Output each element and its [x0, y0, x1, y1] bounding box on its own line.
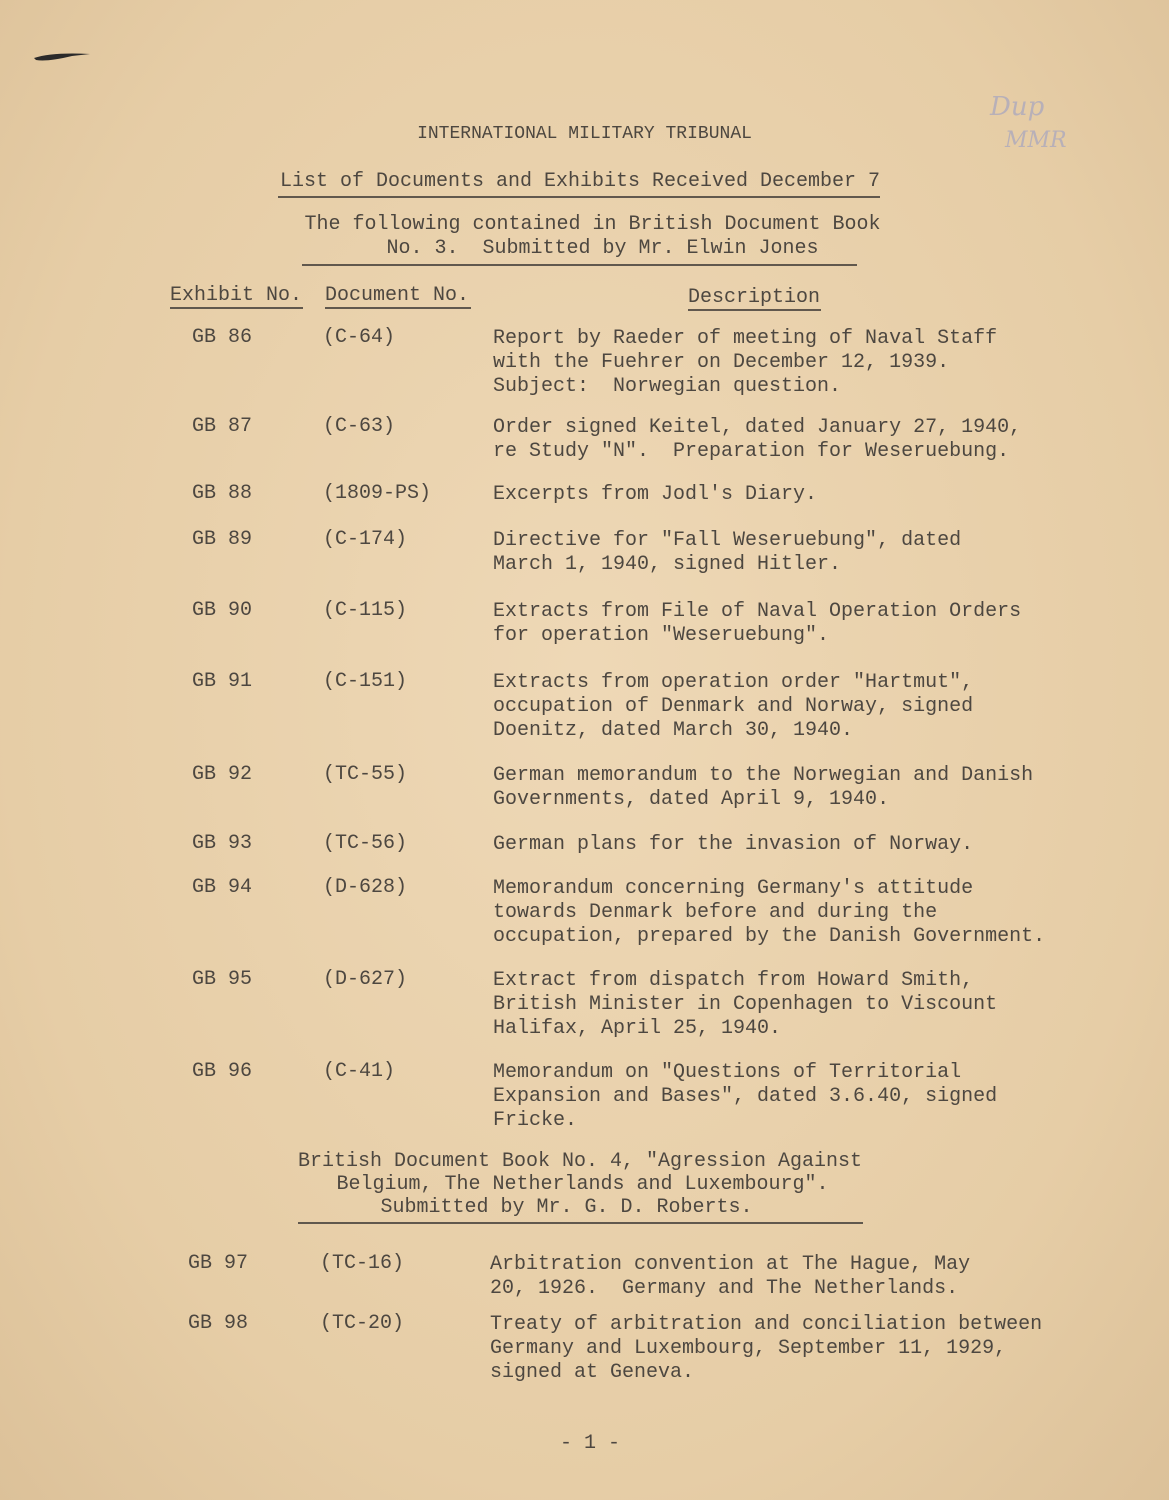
document-number: (D-627) [323, 968, 408, 991]
document-number: (C-63) [323, 415, 396, 438]
underline [170, 307, 303, 309]
document-number: (TC-55) [323, 763, 408, 786]
underline [325, 307, 471, 309]
description-line: Report by Raeder of meeting of Naval Staff [493, 327, 998, 350]
column-header-description: Description [688, 286, 821, 309]
description-line: Arbitration convention at The Hague, May [490, 1253, 971, 1276]
exhibit-number: GB 89 [192, 528, 253, 551]
description-line: Governments, dated April 9, 1940. [493, 788, 890, 811]
document-number: (C-115) [323, 599, 408, 622]
description-line: Excerpts from Jodl's Diary. [493, 483, 818, 506]
intro-line-2: No. 3. Submitted by Mr. Elwin Jones [386, 237, 819, 260]
document-number: (1809-PS) [323, 482, 432, 505]
description-line: Memorandum concerning Germany's attitude [493, 877, 974, 900]
exhibit-number: GB 98 [188, 1312, 249, 1335]
description-line: Extract from dispatch from Howard Smith, [493, 969, 974, 992]
document-number: (C-151) [323, 670, 408, 693]
description-line: with the Fuehrer on December 12, 1939. [493, 351, 950, 374]
description-line: Directive for "Fall Weseruebung", dated [493, 529, 962, 552]
description-line: Halifax, April 25, 1940. [493, 1017, 782, 1040]
exhibit-number: GB 96 [192, 1060, 253, 1083]
document-title: INTERNATIONAL MILITARY TRIBUNAL [417, 124, 752, 144]
document-number: (D-628) [323, 876, 408, 899]
handwritten-initials-1: Dup [990, 92, 1045, 122]
description-line: Expansion and Bases", dated 3.6.40, signed [493, 1085, 998, 1108]
page-number: - 1 - [559, 1432, 620, 1455]
document-number: (C-174) [323, 528, 408, 551]
column-header-exhibit: Exhibit No. [170, 284, 303, 307]
description-line: Germany and Luxembourg, September 11, 1929, [490, 1337, 1007, 1360]
intro-line-1: The following contained in British Document Book [304, 213, 881, 236]
description-line: occupation, prepared by the Danish Government. [493, 925, 1046, 948]
description-line: towards Denmark before and during the [493, 901, 938, 924]
intro-underline [302, 264, 857, 266]
exhibit-number: GB 93 [192, 832, 253, 855]
description-line: German memorandum to the Norwegian and Danish [493, 764, 1034, 787]
exhibit-number: GB 92 [192, 763, 253, 786]
description-line: German plans for the invasion of Norway. [493, 833, 974, 856]
subtitle-underline [278, 196, 880, 198]
column-header-document: Document No. [325, 284, 470, 307]
description-line: occupation of Denmark and Norway, signed [493, 695, 974, 718]
underline [688, 309, 821, 311]
exhibit-number: GB 94 [192, 876, 253, 899]
description-line: Extracts from operation order "Hartmut", [493, 671, 974, 694]
description-line: Treaty of arbitration and conciliation between [490, 1313, 1043, 1336]
description-line: British Minister in Copenhagen to Viscount [493, 993, 998, 1016]
exhibit-number: GB 95 [192, 968, 253, 991]
document-number: (C-41) [323, 1060, 396, 1083]
exhibit-number: GB 88 [192, 482, 253, 505]
exhibit-number: GB 90 [192, 599, 253, 622]
section2-line-3: Submitted by Mr. G. D. Roberts. [380, 1196, 753, 1219]
document-number: (C-64) [323, 326, 396, 349]
description-line: Subject: Norwegian question. [493, 375, 842, 398]
section2-line-2: Belgium, The Netherlands and Luxembourg". [336, 1173, 829, 1196]
description-line: re Study "N". Preparation for Weseruebung. [493, 440, 1010, 463]
description-line: 20, 1926. Germany and The Netherlands. [490, 1277, 959, 1300]
ink-mark [32, 50, 92, 62]
document-number: (TC-56) [323, 832, 408, 855]
section2-underline [298, 1222, 863, 1224]
description-line: Order signed Keitel, dated January 27, 1940, [493, 416, 1022, 439]
exhibit-number: GB 97 [188, 1252, 249, 1275]
exhibit-number: GB 87 [192, 415, 253, 438]
description-line: Extracts from File of Naval Operation Orders [493, 600, 1022, 623]
description-line: signed at Geneva. [490, 1361, 695, 1384]
exhibit-number: GB 86 [192, 326, 253, 349]
description-line: Fricke. [493, 1109, 578, 1132]
handwritten-initials-2: MMR [1005, 128, 1067, 153]
description-line: for operation "Weseruebung". [493, 624, 830, 647]
description-line: Doenitz, dated March 30, 1940. [493, 719, 854, 742]
document-subtitle: List of Documents and Exhibits Received December 7 [279, 170, 881, 193]
section2-line-1: British Document Book No. 4, "Agression Against [297, 1150, 863, 1173]
description-line: March 1, 1940, signed Hitler. [493, 553, 842, 576]
exhibit-number: GB 91 [192, 670, 253, 693]
document-number: (TC-20) [320, 1312, 405, 1335]
description-line: Memorandum on "Questions of Territorial [493, 1061, 962, 1084]
document-number: (TC-16) [320, 1252, 405, 1275]
